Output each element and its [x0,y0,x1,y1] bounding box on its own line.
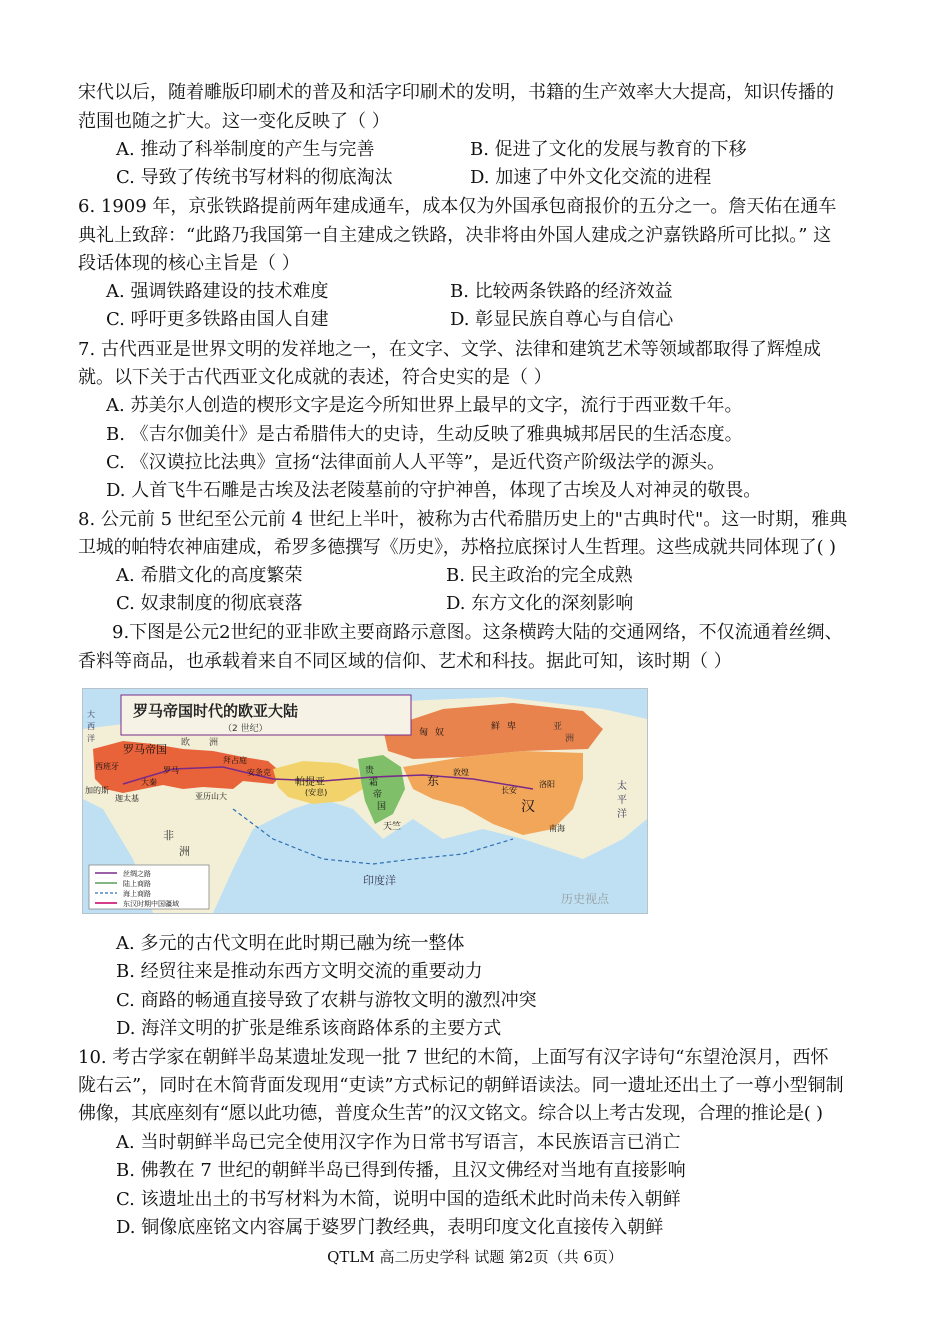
q10-option-b: B. 佛教在 7 世纪的朝鲜半岛已得到传播，且汉文佛经对当地有直接影响 [116,1160,686,1181]
intro-option-d: D. 加速了中外文化交流的进程 [470,167,712,188]
q8-option-c: C. 奴隶制度的彻底衰落 [116,593,303,614]
q9-line-2: 香料等商品，也承载着来自不同区域的信仰、艺术和科技。据此可知，该时期（ ） [78,651,732,672]
map-label-kushan-1: 贵 [365,766,375,776]
q10-option-c: C. 该遗址出土的书写材料为木简，说明中国的造纸术此时尚未传入朝鲜 [116,1189,681,1210]
q9-line-1: 9.下图是公元2世纪的亚非欧主要商路示意图。这条横跨大陆的交通网络，不仅流通着丝绸、 [112,622,843,643]
map-label-gades: 加的斯 [85,786,109,795]
map-label-pacific-1: 太 [617,781,627,792]
map-label-rome: 罗马 [163,766,179,775]
map-label-xiongnu-1: 匈 [419,728,429,738]
map-label-changan: 长安 [501,786,517,795]
q7-line-1: 7. 古代西亚是世界文明的发祥地之一，在文字、文学、法律和建筑艺术等领域都取得了辉煌成 [78,339,821,360]
q10-option-a: A. 当时朝鲜半岛已完全使用汉字作为日常书写语言，本民族语言已消亡 [116,1132,681,1153]
legend-silk-road: 丝绸之路 [123,870,151,878]
q9-option-b: B. 经贸往来是推动东西方文明交流的重要动力 [116,961,483,982]
legend-han-territory: 东汉时期中国疆域 [123,900,179,908]
q6-line-3: 段话体现的核心主旨是（ ） [78,253,300,274]
map-label-europe-2: 洲 [209,738,219,748]
legend-sea-route: 海上商路 [123,890,151,898]
map-label-pacific-2: 平 [617,795,627,806]
map-label-africa-2: 洲 [179,845,190,858]
q10-option-d: D. 铜像底座铭文内容属于婆罗门教经典，表明印度文化直接传入朝鲜 [116,1217,664,1238]
map-label-roman-empire: 罗马帝国 [123,743,167,756]
q6-line-2: 典礼上致辞：“此路乃我国第一自主建成之铁路，决非将由外国人建成之沪嘉铁路所可比拟。” 这 [78,225,832,246]
intro-option-c: C. 导致了传统书写材料的彻底淘汰 [116,167,393,188]
q8-option-d: D. 东方文化的深刻影响 [446,593,634,614]
map-label-asia-1: 亚 [553,722,563,732]
map-watermark: 历史视点 [561,892,610,906]
q6-option-d: D. 彰显民族自尊心与自信心 [450,309,674,330]
q8-line-1: 8. 公元前 5 世纪至公元前 4 世纪上半叶，被称为古代希腊历史上的"古典时代"。这一时期，雅典 [78,509,848,530]
map-title: 罗马帝国时代的欧亚大陆 [133,702,299,720]
map-label-antioch: 安条克 [247,768,271,777]
trade-routes-map [82,688,648,914]
map-subtitle: （2 世纪） [223,724,268,734]
intro-option-b: B. 促进了文化的发展与教育的下移 [470,139,747,160]
q9-option-c: C. 商路的畅通直接导致了农耕与游牧文明的激烈冲突 [116,990,537,1011]
map-label-kushan-4: 国 [377,802,387,812]
map-label-daqin: 大秦 [141,778,157,787]
q9-option-d: D. 海洋文明的扩张是维系该商路体系的主要方式 [116,1018,502,1039]
intro-question-line-1: 宋代以后，随着雕版印刷术的普及和活字印刷术的发明，书籍的生产效率大大提高，知识传播的 [78,82,834,103]
q6-option-a: A. 强调铁路建设的技术难度 [106,281,329,302]
q7-option-c: C. 《汉谟拉比法典》宣扬“法律面前人人平等”，是近代资产阶级法学的源头。 [106,452,725,473]
map-label-africa-1: 非 [163,829,174,842]
map-label-anxi: (安息) [305,788,328,797]
q9-option-a: A. 多元的古代文明在此时期已融为统一整体 [116,933,465,954]
map-label-tianzhu: 天竺 [383,822,402,832]
map-label-xianbei-2: 卑 [507,722,517,732]
q8-option-b: B. 民主政治的完全成熟 [446,565,633,586]
q10-line-3: 佛像，其底座刻有“愿以此功德，普度众生苦”的汉文铭文。综合以上考古发现，合理的推论是( ) [78,1103,823,1124]
map-label-kushan-2: 霜 [369,778,379,788]
map-label-indian-ocean: 印度洋 [363,874,396,887]
map-label-xiongnu-2: 奴 [435,728,445,738]
map-label-luoyang: 洛阳 [539,780,555,789]
q8-line-2: 卫城的帕特农神庙建成，希罗多德撰写《历史》，苏格拉底探讨人生哲理。这些成就共同体现了( ) [78,537,836,558]
map-label-atlantic-3: 洋 [87,734,95,743]
q8-option-a: A. 希腊文化的高度繁荣 [116,565,303,586]
q7-option-a: A. 苏美尔人创造的楔形文字是迄今所知世界上最早的文字，流行于西亚数千年。 [106,395,743,416]
map-label-kushan-3: 帝 [373,790,383,800]
map-label-europe-1: 欧 [181,738,191,748]
map-label-nanhai: 南海 [549,824,565,833]
intro-question-line-2: 范围也随之扩大。这一变化反映了（ ） [78,111,390,132]
q10-line-2: 陇右云”，同时在木简背面发现用“吏读”方式标记的朝鲜语读法。同一遗址还出土了一尊小型铜制 [78,1075,844,1096]
q6-option-b: B. 比较两条铁路的经济效益 [450,281,673,302]
map-label-pacific-3: 洋 [617,809,627,820]
q7-option-d: D. 人首飞牛石雕是古埃及法老陵墓前的守护神兽，体现了古埃及人对神灵的敬畏。 [106,480,762,501]
map-label-byzantium: 拜占庭 [223,756,247,765]
map-label-carthage: 迦太基 [115,794,139,803]
map-label-xianbei-1: 鲜 [491,722,501,732]
legend-land-route: 陆上商路 [123,880,151,888]
q6-option-c: C. 呼吁更多铁路由国人自建 [106,309,329,330]
intro-option-a: A. 推动了科举制度的产生与完善 [116,139,375,160]
map-label-alexandria: 亚历山大 [195,792,227,801]
map-label-parthia: 帕提亚 [295,777,325,788]
q7-line-2: 就。以下关于古代西亚文化成就的表述，符合史实的是（ ） [78,367,552,388]
q10-line-1: 10. 考古学家在朝鲜半岛某遗址发现一批 7 世纪的木简，上面写有汉字诗句“东望沧溟月，西怀 [78,1047,829,1068]
map-label-atlantic-2: 西 [87,722,95,731]
map-label-han-2: 汉 [521,799,535,815]
q7-option-b: B. 《吉尔伽美什》是古希腊伟大的史诗，生动反映了雅典城邦居民的生活态度。 [106,424,743,445]
map-label-spain: 西班牙 [95,762,119,771]
page-footer: QTLM 高二历史学科 试题 第2页（共 6页） [327,1248,623,1266]
map-label-asia-2: 洲 [565,734,575,744]
q6-line-1: 6. 1909 年，京张铁路提前两年建成通车，成本仅为外国承包商报价的五分之一。詹天佑在通车 [78,196,837,217]
map-label-atlantic-1: 大 [87,710,95,719]
map-label-dunhuang: 敦煌 [453,768,469,777]
map-label-han-1: 东 [427,774,440,788]
